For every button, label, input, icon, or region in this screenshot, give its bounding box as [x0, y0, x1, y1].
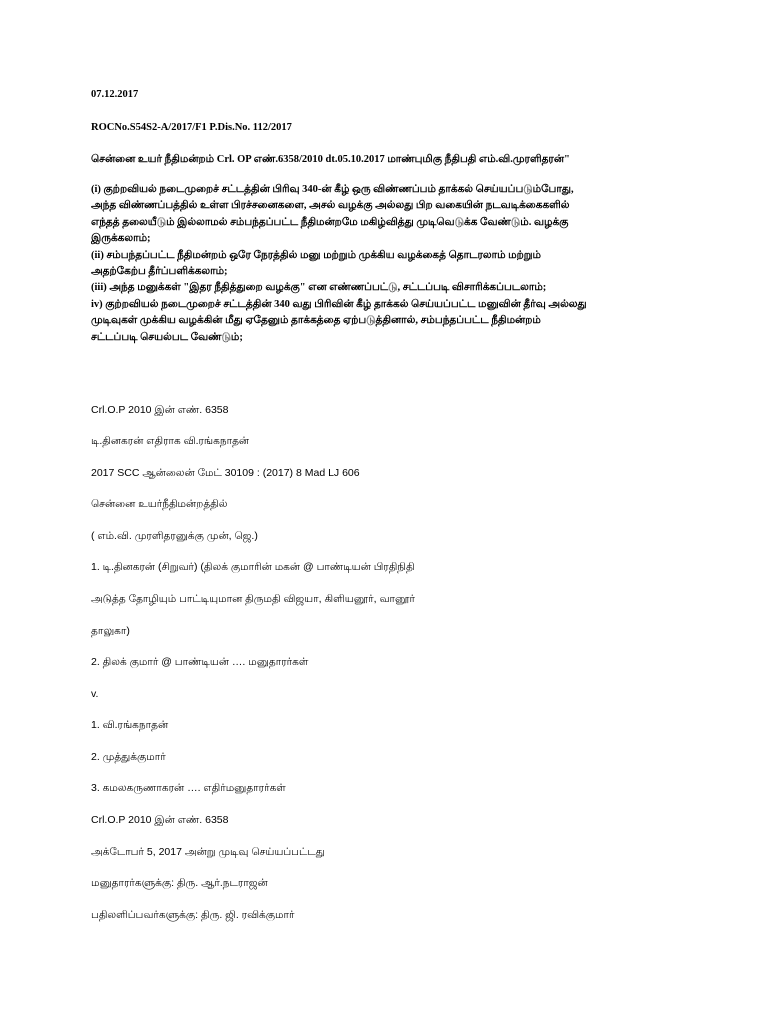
respondent-2: 2. முத்துக்குமார் [91, 751, 166, 763]
petitioner-2: 2. திலக் குமார் @ பாண்டியன் …. மனுதாரர்கள் [91, 656, 309, 668]
case-number: Crl.O.P 2010 இன் எண். 6358 [91, 404, 229, 416]
bench: ( எம்.வி. முரளிதரனுக்கு முன், ஜெ.) [91, 530, 258, 542]
versus: v. [91, 688, 99, 700]
citation: 2017 SCC ஆன்லைன் மேட் 30109 : (2017) 8 Mad LJ 606 [91, 467, 360, 479]
petitioner-1-continued: அடுத்த தோழியும் பாட்டியுமான திருமதி விஜயா, கிளியனூர், வானூர் [91, 593, 415, 605]
respondent-counsel: பதிலளிப்பவர்களுக்கு: திரு. ஜி. ரவிக்குமார் [91, 909, 295, 921]
petitioner-1-taluk: தாலுகா) [91, 625, 130, 637]
directive-line: இருக்கலாம்; [91, 233, 151, 245]
directive-line: (ii) சம்பந்தப்பட்ட நீதிமன்றம் ஒரே நேரத்தில் மனு மற்றும் முக்கிய வழக்கைத் தொடரலாம் மற்றும் [91, 249, 541, 261]
directive-line: சட்டப்படி செயல்பட வேண்டும்; [91, 331, 243, 343]
court-name: சென்னை உயர்நீதிமன்றத்தில் [91, 498, 228, 510]
decision-date: அக்டோபர் 5, 2017 அன்று முடிவு செய்யப்பட்டது [91, 846, 325, 858]
document-date: 07.12.2017 [91, 89, 139, 100]
directive-line: அந்த விண்ணப்பத்தில் உள்ள பிரச்சனைகளை, அசல் வழக்கு அல்லது பிற வகையின் நடவடிக்கைகளில் [91, 200, 570, 212]
respondent-1: 1. வி.ரங்கநாதன் [91, 719, 169, 731]
directive-line: iv) குற்றவியல் நடைமுறைச் சட்டத்தின் 340 வது பிரிவின் கீழ் தாக்கல் செய்யப்பட்ட மனுவின் தீர்வு அல்லது [91, 298, 587, 310]
document-subject: சென்னை உயர் நீதிமன்றம் Crl. OP எண்.6358/2010 dt.05.10.2017 மாண்புமிகு நீதிபதி எம்.வி.முரளிதரன்" [91, 154, 570, 165]
case-number-repeat: Crl.O.P 2010 இன் எண். 6358 [91, 814, 229, 826]
directive-line: (iii) அந்த மனுக்கள் "இதர நீதித்துறை வழக்கு" என எண்ணப்பட்டு, சட்டப்படி விசாரிக்கப்படலாம்; [91, 282, 547, 294]
directive-line: எந்தத் தலையீடும் இல்லாமல் சம்பந்தப்பட்ட நீதிமன்றமே மகிழ்வித்து முடிவெடுக்க வேண்டும். வழக்கு [91, 216, 569, 228]
directives-paragraph [91, 182, 691, 346]
roc-reference: ROCNo.S54S2-A/2017/F1 P.Dis.No. 112/2017 [91, 122, 292, 133]
directive-line: முடிவுகள் முக்கிய வழக்கின் மீது ஏதேனும் தாக்கத்தை ஏற்படுத்தினால், சம்பந்தப்பட்ட நீதிமன்றம் [91, 315, 541, 327]
case-title: டி.தினகரன் எதிராக வி.ரங்கநாதன் [91, 435, 250, 447]
petitioner-1: 1. டி.தினகரன் (சிறுவர்) (திலக் குமாரின் மகன் @ பாண்டியன் பிரதிநிதி [91, 561, 415, 573]
directive-line: அதற்கேற்ப தீர்ப்பளிக்கலாம்; [91, 266, 228, 278]
petitioner-counsel: மனுதாரர்களுக்கு: திரு. ஆர்.நடராஜன் [91, 877, 268, 889]
directive-line: (i) குற்றவியல் நடைமுறைச் சட்டத்தின் பிரிவு 340-ன் கீழ் ஒரு விண்ணப்பம் தாக்கல் செய்யப்படும்போது, [91, 184, 574, 195]
respondent-3: 3. கமலகருணாகரன் …. எதிர்மனுதாரர்கள் [91, 782, 286, 794]
